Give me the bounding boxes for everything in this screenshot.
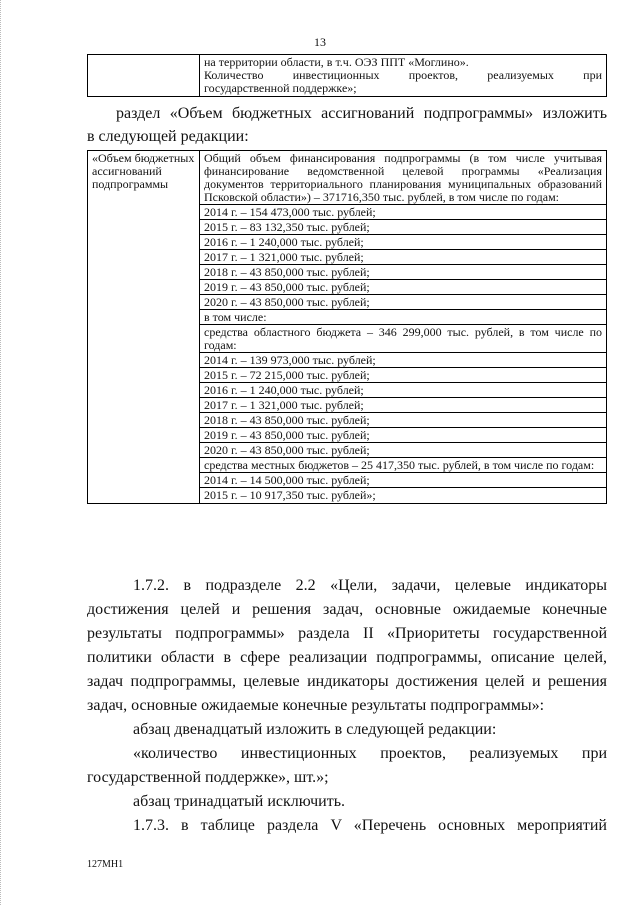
intro-line: раздел «Объем бюджетных ассигнований подпрограммы» изложить — [116, 105, 607, 122]
paragraph-line: абзац двенадцатый изложить в следующей редакции: — [133, 721, 497, 738]
budget-table — [87, 150, 607, 504]
top-table-line: Количество инвестиционных проектов, реализуемых при — [204, 68, 602, 82]
paragraph-line: задач, основные ожидаемые конечные результаты подпрограммы»: — [87, 697, 545, 714]
budget-table-content — [200, 151, 607, 504]
top-table-line: на территории области, в т.ч. ОЭЗ ППТ «Моглино». — [204, 55, 469, 69]
paragraph-line: политики области в сфере реализации подпрограммы, описание целей, — [87, 649, 607, 666]
year-row: 2014 г. – 14 500,000 тыс. рублей; — [200, 472, 606, 487]
year-row: 2019 г. – 43 850,000 тыс. рублей; — [200, 279, 606, 294]
year-row: 2015 г. – 72 215,000 тыс. рублей; — [200, 367, 606, 382]
year-row: 2014 г. – 154 473,000 тыс. рублей; — [200, 204, 606, 219]
year-row: 2015 г. – 10 917,350 тыс. рублей»; — [200, 487, 606, 502]
regional-budget-text: средства областного бюджета – 346 299,000 тыс. рублей, в том числе по годам: — [200, 324, 606, 352]
year-row: 2018 г. – 43 850,000 тыс. рублей; — [200, 264, 606, 279]
year-row: 2017 г. – 1 321,000 тыс. рублей; — [200, 397, 606, 412]
year-row: 2016 г. – 1 240,000 тыс. рублей; — [200, 234, 606, 249]
including-label: в том числе: — [200, 309, 606, 324]
paragraph-line: 1.7.3. в таблице раздела V «Перечень основных мероприятий — [133, 817, 607, 834]
paragraph-line: результаты подпрограммы» раздела II «Приоритеты государственной — [87, 625, 607, 642]
local-budget-text: средства местных бюджетов – 25 417,350 тыс. рублей, в том числе по годам: — [200, 457, 606, 472]
year-row: 2018 г. – 43 850,000 тыс. рублей; — [200, 412, 606, 427]
paragraph-line: задач подпрограммы, целевые индикаторы достижения целей и решения — [87, 673, 607, 690]
year-row: 2020 г. – 43 850,000 тыс. рублей; — [200, 294, 606, 309]
year-row: 2019 г. – 43 850,000 тыс. рублей; — [200, 427, 606, 442]
year-row: 2020 г. – 43 850,000 тыс. рублей; — [200, 442, 606, 457]
year-row: 2015 г. – 83 132,350 тыс. рублей; — [200, 219, 606, 234]
top-table — [87, 54, 607, 97]
paragraph-line: государственной поддержке», шт.»; — [87, 769, 329, 786]
top-table-right-cell — [200, 55, 607, 97]
year-row: 2014 г. – 139 973,000 тыс. рублей; — [200, 352, 606, 367]
budget-total-text: Общий объем финансирования подпрограммы (в том числе учитывая финансирование ведомственной целевой программы «Реализация документов территориального планирования муниципальных образований Псковской области») – 371716,350 тыс. рублей, в том числе по годам: — [204, 151, 602, 204]
page-edge — [0, 0, 3, 905]
page-number: 13 — [314, 35, 326, 49]
year-row: 2017 г. – 1 321,000 тыс. рублей; — [200, 249, 606, 264]
paragraph-line: абзац тринадцатый исключить. — [133, 793, 345, 810]
paragraph-line: достижения целей и решения задач, основные ожидаемые конечные — [87, 601, 607, 618]
intro-line: в следующей редакции: — [87, 128, 249, 145]
year-row: 2016 г. – 1 240,000 тыс. рублей; — [200, 382, 606, 397]
paragraph-line: 1.7.2. в подразделе 2.2 «Цели, задачи, целевые индикаторы — [133, 577, 607, 594]
top-table-left-cell — [88, 55, 200, 97]
paragraph-line: «количество инвестиционных проектов, реализуемых при — [133, 745, 607, 762]
budget-table-label: «Объем бюджетных ассигнований подпрограммы — [88, 151, 200, 504]
top-table-line: государственной поддержке»; — [204, 81, 357, 95]
footer-code: 127МН1 — [87, 859, 124, 870]
